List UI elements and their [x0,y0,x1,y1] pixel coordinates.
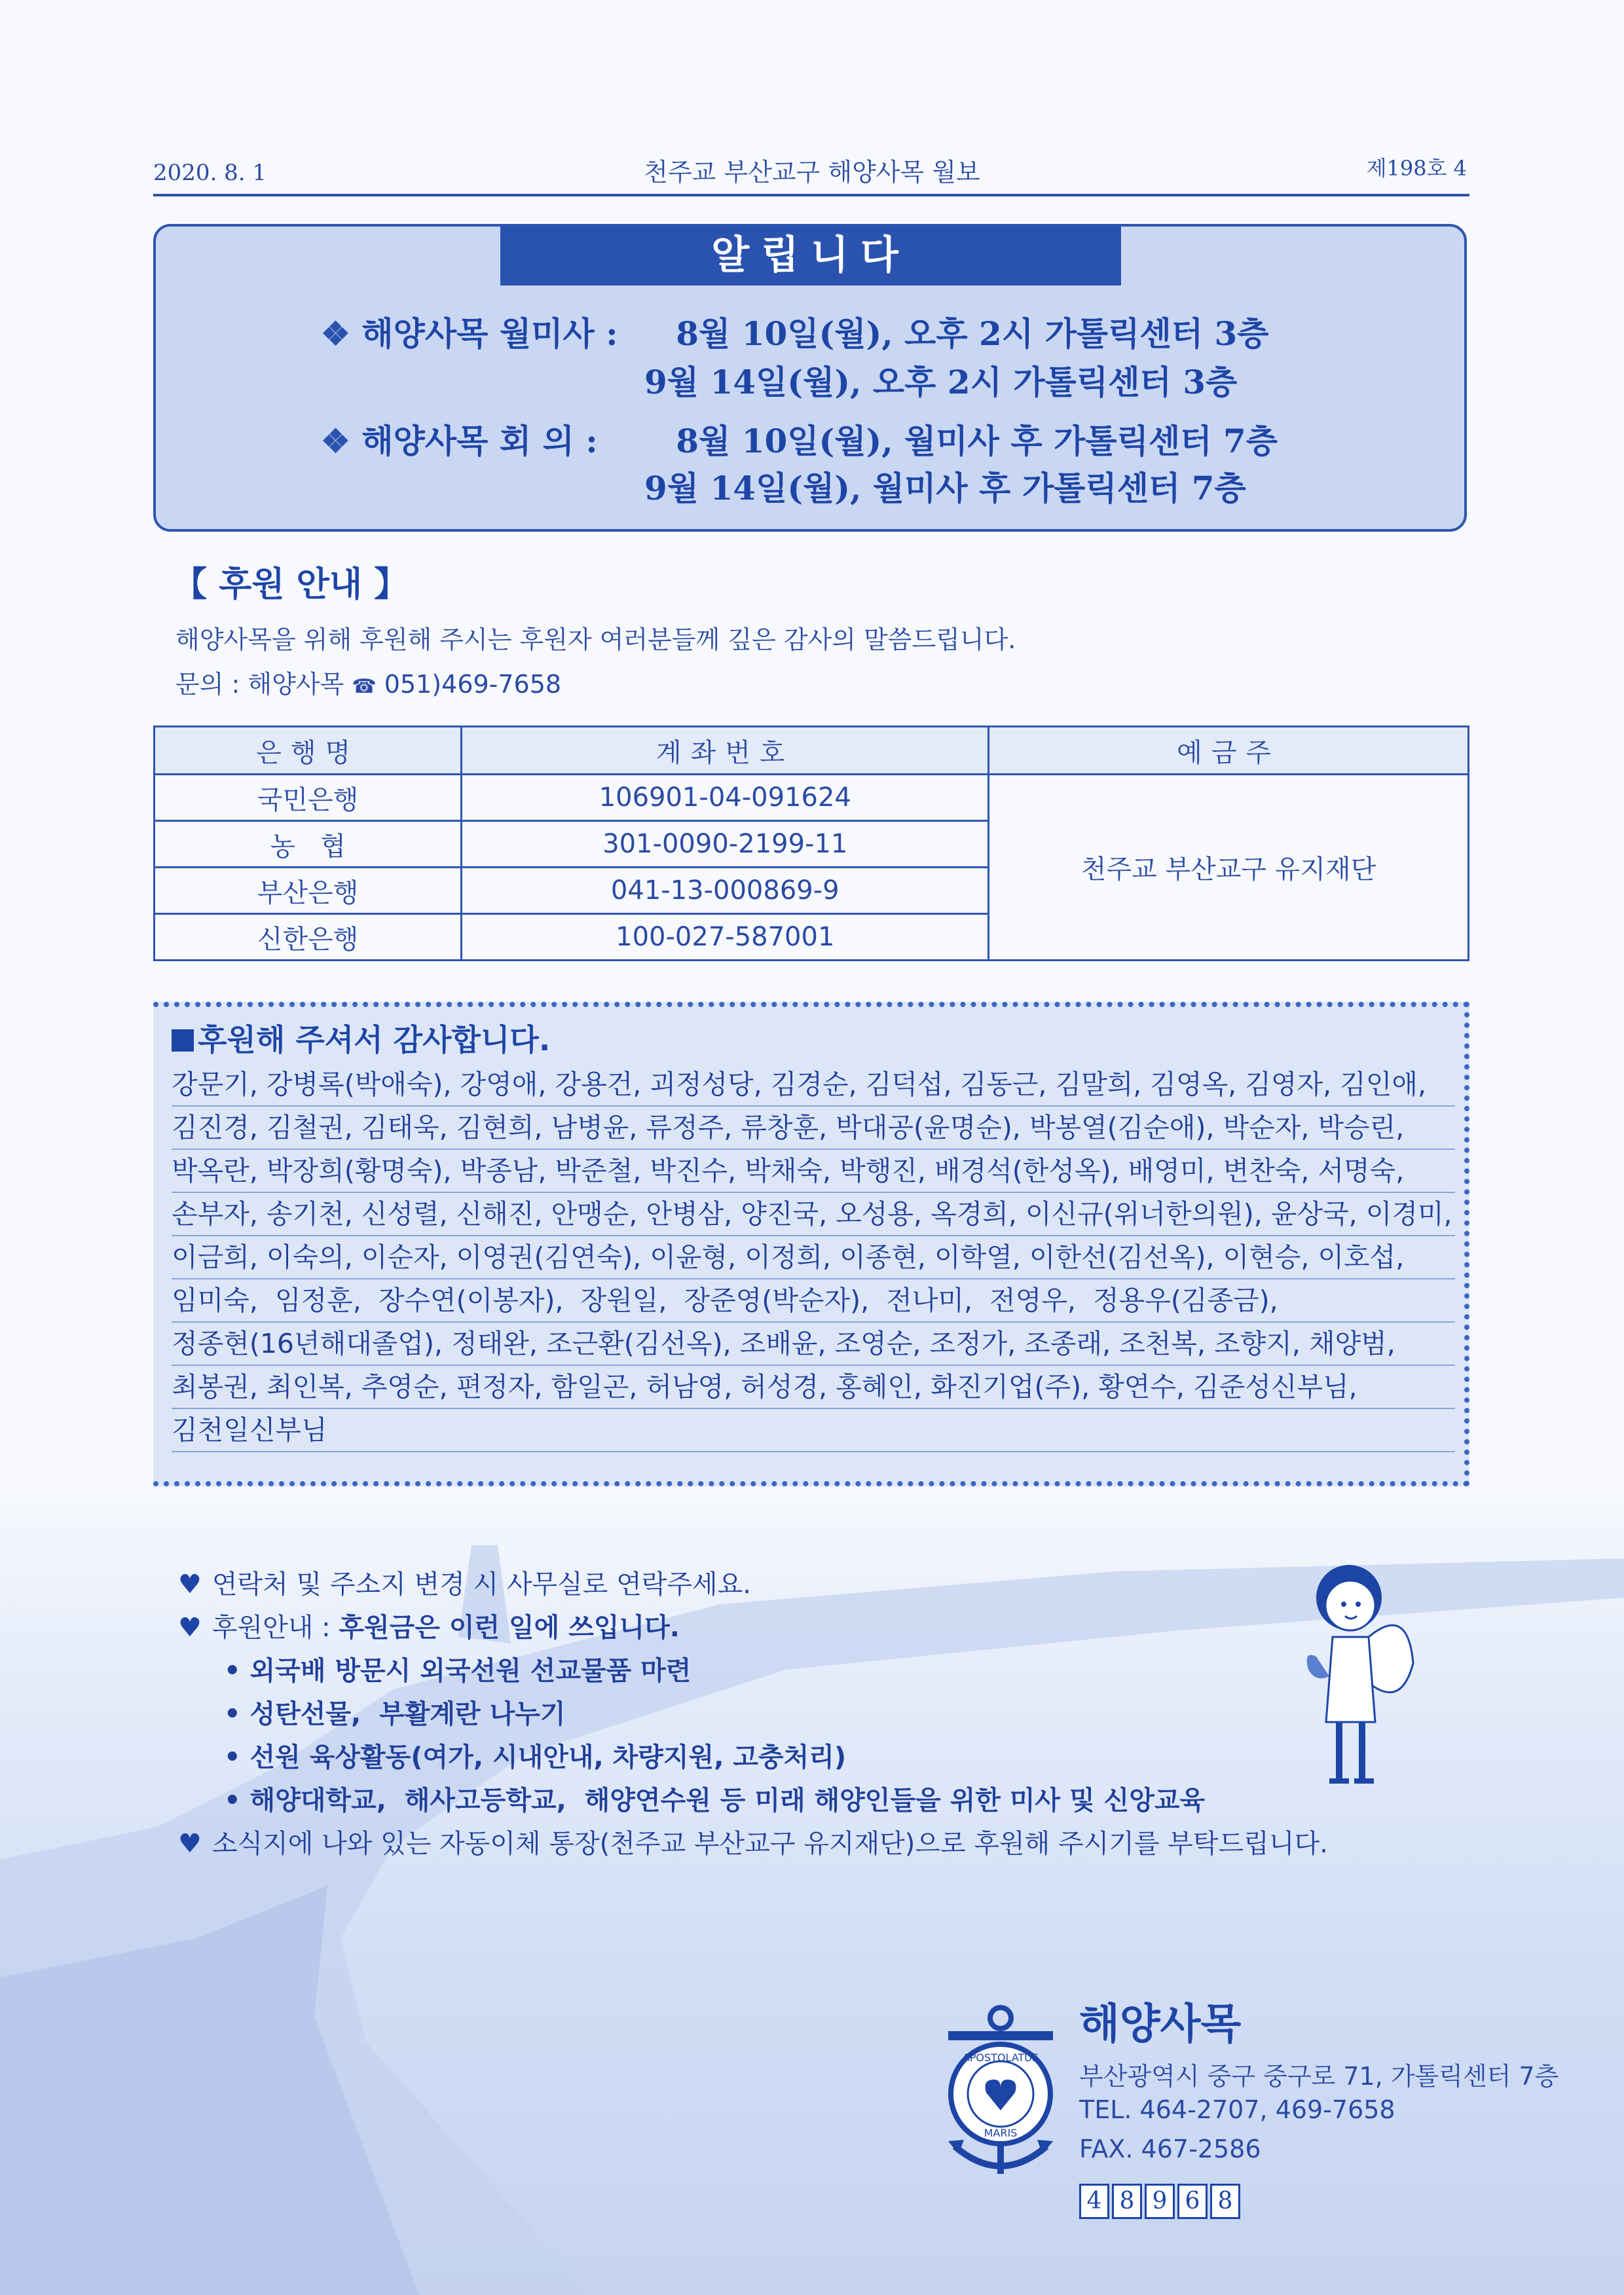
mass-date-1: 8월 10일(월), 오후 2시 가톨릭센터 3층 [676,314,1269,353]
notice-bold-text: 후원금은 이런 일에 쓰입니다. [339,1613,680,1643]
contact-phone: 051)469-7658 [384,670,562,699]
usage-item-text: 해양대학교, 해사고등학교, 해양연수원 등 미래 해양인들을 위한 미사 및 신앙교육 [249,1786,1206,1816]
list-item: 김진경, 김철권, 김태욱, 김현희, 남병윤, 류정주, 류창훈, 박대공(윤명순), 박봉열(김순애), 박순자, 박승린, [172,1107,1455,1150]
usage-item-text: 선원 육상활동(여가, 시내안내, 차량지원, 고충처리) [249,1742,847,1772]
notice-title: 알립니다 [500,225,1121,285]
bank-name: 부산은행 [155,868,462,914]
meeting-row-2 [644,462,1246,509]
header-account: 계좌번호 [462,727,989,775]
square-bullet-icon [172,1029,194,1052]
meeting-row-1 [321,415,1278,462]
header-holder: 예금주 [989,727,1469,775]
heart-icon: ♥ [178,1829,202,1859]
list-item: 임미숙, 임정훈, 장수연(이봉자), 장원일, 장준영(박순자), 전나미, 전영우, 정용우(김종금), [172,1279,1455,1323]
usage-item: • 선원 육상활동(여가, 시내안내, 차량지원, 고충처리) [224,1742,847,1772]
meeting-date-1: 8월 10일(월), 월미사 후 가톨릭센터 7층 [676,422,1278,460]
heart-icon: ♥ [178,1570,202,1600]
diamond-bullet-icon: ❖ [321,314,362,353]
bank-name: 국민은행 [155,775,462,821]
diamond-bullet-icon: ❖ [321,422,362,460]
thanks-title [172,1016,550,1059]
list-item: 박옥란, 박장희(황명숙), 박종남, 박준철, 박진수, 박채숙, 박행진, 배경석(한성옥), 배영미, 변찬숙, 서명숙, [172,1150,1455,1193]
postal-digit: 8 [1210,2184,1240,2219]
auto-transfer-notice [178,1823,1328,1860]
support-title: 【 후원 안내 】 [173,565,409,604]
list-item: 강문기, 강병록(박애숙), 강영애, 강용건, 괴정성당, 김경순, 김덕섭, 김동근, 김말희, 김영옥, 김영자, 김인애, [172,1063,1455,1107]
list-item: 정종현(16년해대졸업), 정태완, 조근환(김선옥), 조배윤, 조영순, 조정가, 조종래, 조천복, 조향지, 채양범, [172,1323,1455,1366]
meeting-label: 해양사목 회 의 : [361,422,598,460]
heart-icon: ♥ [178,1613,202,1643]
logo-text-top: APOSTOLATUS [962,2051,1039,2064]
table-header-row [155,727,1469,775]
list-item: 손부자, 송기천, 신성렬, 신해진, 안맹순, 안병삼, 양진국, 오성용, 옥경희, 이신규(위너한의원), 윤상국, 이경미, [172,1193,1455,1236]
list-item: 최봉권, 최인복, 추영순, 편정자, 함일곤, 허남영, 허성경, 홍혜인, 화진기업(주), 황연수, 김준성신부님, [172,1366,1455,1409]
support-usage-notice [178,1607,680,1644]
usage-item: • 성탄선물, 부활계란 나누기 [224,1699,566,1729]
logo-text-bottom: MARIS [984,2127,1018,2139]
postal-digit: 9 [1145,2184,1175,2219]
support-message: 해양사목을 위해 후원해 주시는 후원자 여러분들께 깊은 감사의 말씀드립니다. [175,625,1016,654]
list-item: 이금희, 이숙의, 이순자, 이영권(김연숙), 이윤형, 이정희, 이종현, 이학열, 이한선(김선옥), 이현승, 이호섭, [172,1236,1455,1279]
account-number: 100-027-587001 [462,914,989,961]
header-bank: 은행명 [155,727,462,775]
postal-digit: 8 [1112,2184,1142,2219]
support-contact [175,664,561,700]
issue-date: 2020. 8. 1 [153,160,267,186]
telephone: TEL. 464-2707, 469-7658 [1079,2095,1395,2124]
list-item: 김천일신부님 [172,1409,1455,1452]
mass-date-2: 9월 14일(월), 오후 2시 가톨릭센터 3층 [644,363,1238,401]
mass-row-1 [321,308,1269,355]
postal-code [1079,2184,1240,2219]
address: 부산광역시 중구 중구로 71, 가톨릭센터 7층 [1079,2062,1559,2091]
thanks-title-text: 후원해 주셔서 감사합니다. [198,1022,551,1057]
account-number: 106901-04-091624 [462,775,989,821]
organization-name: 해양사목 [1079,2000,1242,2049]
mass-row-2 [644,356,1237,403]
postal-digit: 6 [1177,2184,1208,2219]
bank-name: 신한은행 [155,914,462,961]
bank-account-table [153,725,1469,961]
contact-change-notice [178,1564,751,1601]
notice-prefix: 후원안내 : [212,1613,339,1643]
mass-label: 해양사목 월미사 : [361,314,618,353]
usage-item-text: 외국배 방문시 외국선원 선교물품 마련 [249,1656,692,1686]
meeting-date-2: 9월 14일(월), 월미사 후 가톨릭센터 7층 [644,469,1246,507]
bank-name: 농 협 [155,821,462,868]
anchor-logo-icon [935,2002,1066,2179]
phone-icon: ☎ [352,675,377,698]
table-row [155,775,1469,821]
usage-item: • 외국배 방문시 외국선원 선교물품 마련 [224,1656,692,1686]
contact-prefix: 문의 : 해양사목 [175,670,344,699]
notice-text: 연락처 및 주소지 변경 시 사무실로 연락주세요. [212,1570,752,1600]
newsletter-title: 천주교 부산교구 해양사목 월보 [644,158,980,187]
postal-digit: 4 [1079,2184,1109,2219]
angel-illustration [1303,1552,1414,1801]
account-holder: 천주교 부산교구 유지재단 [989,775,1469,961]
account-number: 301-0090-2199-11 [462,821,989,868]
header-divider [153,194,1469,196]
usage-item-text: 성탄선물, 부활계란 나누기 [249,1699,566,1729]
notice-text: 소식지에 나와 있는 자동이체 통장(천주교 부산교구 유지재단)으로 후원해 주시기를 부탁드립니다. [212,1829,1328,1859]
account-number: 041-13-000869-9 [462,868,989,914]
issue-number: 제198호 4 [1366,156,1467,181]
fax: FAX. 467-2586 [1079,2135,1261,2163]
usage-item: • 해양대학교, 해사고등학교, 해양연수원 등 미래 해양인들을 위한 미사 및 신앙교육 [224,1786,1206,1816]
